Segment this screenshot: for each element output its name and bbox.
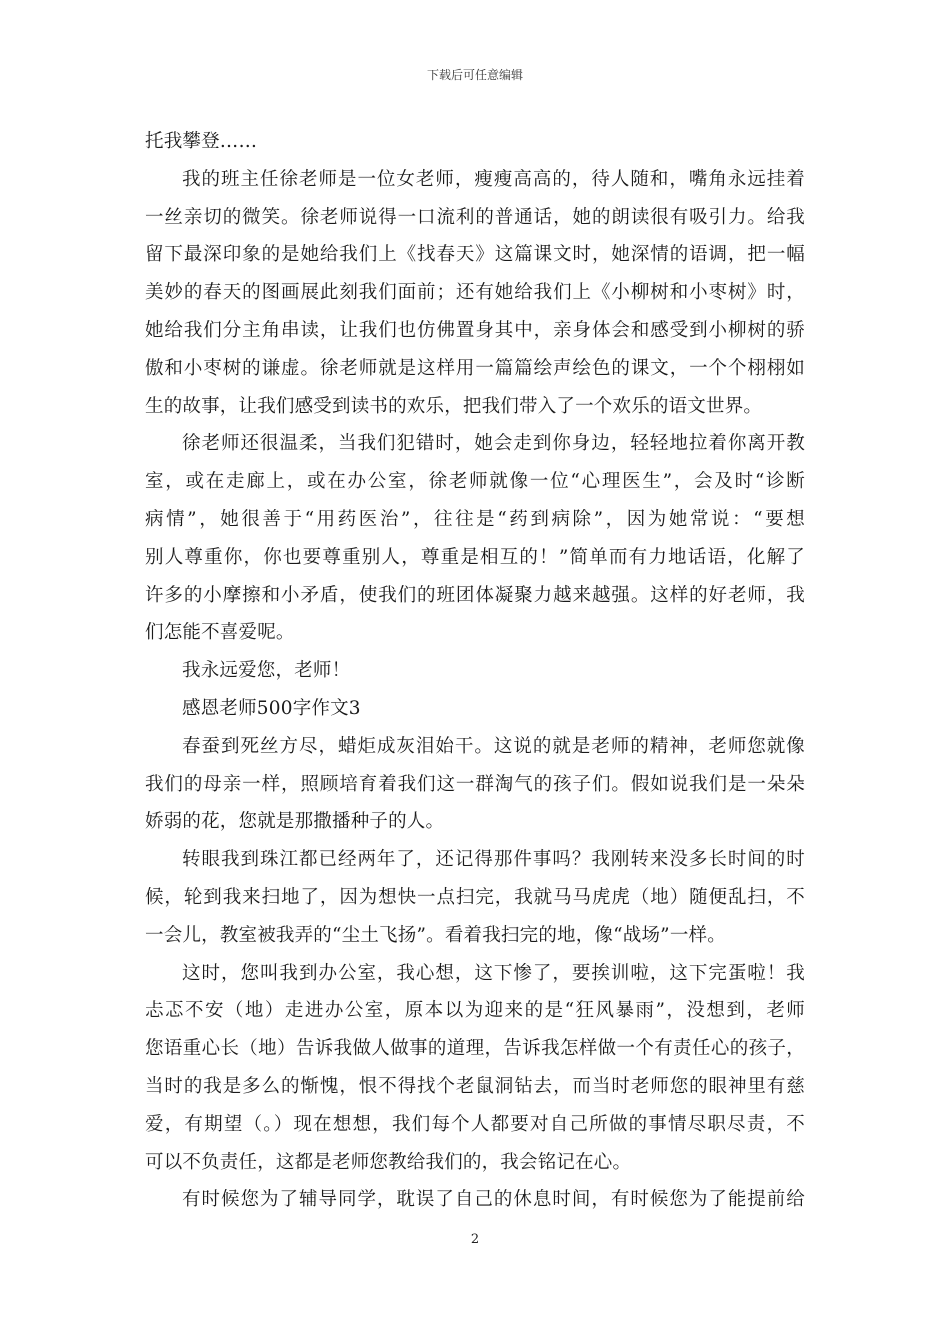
text-line: 您语重心长（地）告诉我做人做事的道理，告诉我怎样做一个有责任心的孩子， — [145, 1038, 805, 1060]
page-header: 下载后可任意编辑 — [426, 68, 523, 82]
text-line: 们怎能不喜爱呢。 — [145, 622, 295, 644]
text-line: 徐老师还很温柔，当我们犯错时，她会走到你身边，轻轻地拉着你离开教 — [182, 433, 805, 455]
text-line: 娇弱的花，您就是那撒播种子的人。 — [145, 811, 445, 833]
text-line: 留下最深印象的是她给我们上《找春天》这篇课文时，她深情的语调，把一幅 — [145, 244, 805, 266]
section-heading: 感恩老师500字作文3 — [182, 697, 361, 719]
text-line: 春蚕到死丝方尽，蜡炬成灰泪始干。这说的就是老师的精神，老师您就像 — [182, 735, 805, 757]
text-line: 忐忑不安（地）走进办公室，原本以为迎来的是“狂风暴雨”，没想到，老师 — [145, 1000, 805, 1022]
text-line: 一丝亲切的微笑。徐老师说得一口流利的普通话，她的朗读很有吸引力。给我 — [145, 206, 805, 228]
text-line: 我永远爱您，老师！ — [182, 660, 351, 682]
text-line: 爱，有期望（。）现在想想，我们每个人都要对自己所做的事情尽职尽责，不 — [145, 1113, 805, 1135]
text-line: 当时的我是多么的惭愧，恨不得找个老鼠洞钻去，而当时老师您的眼神里有慈 — [145, 1075, 805, 1097]
text-line: 室，或在走廊上，或在办公室，徐老师就像一位“心理医生”，会及时“诊断 — [145, 471, 805, 493]
text-line: 托我攀登…… — [145, 131, 258, 152]
text-line: 可以不负责任，这都是老师您教给我们的，我会铭记在心。 — [145, 1151, 632, 1173]
text-line: 我的班主任徐老师是一位女老师，瘦瘦高高的，待人随和，嘴角永远挂着 — [182, 168, 805, 190]
document-body — [145, 123, 805, 1219]
text-line: 美妙的春天的图画展此刻我们面前；还有她给我们上《小柳树和小枣树》时， — [145, 282, 805, 304]
text-line: 我们的母亲一样，照顾培育着我们这一群淘气的孩子们。假如说我们是一朵朵 — [145, 773, 805, 795]
text-line: 候，轮到我来扫地了，因为想快一点扫完，我就马马虎虎（地）随便乱扫，不 — [145, 886, 805, 908]
text-line: 病情”，她很善于“用药医治”，往往是“药到病除”，因为她常说：“要想 — [145, 508, 805, 530]
text-line: 有时候您为了辅导同学，耽误了自己的休息时间，有时候您为了能提前给 — [182, 1189, 805, 1211]
text-line: 许多的小摩擦和小矛盾，使我们的班团体凝聚力越来越强。这样的好老师，我 — [145, 584, 805, 606]
text-line: 别人尊重你，你也要尊重别人，尊重是相互的！”简单而有力地话语，化解了 — [145, 546, 805, 568]
page-number: 2 — [470, 1232, 480, 1247]
text-line: 傲和小枣树的谦虚。徐老师就是这样用一篇篇绘声绘色的课文，一个个栩栩如 — [145, 357, 805, 379]
text-line: 一会儿，教室被我弄的“尘土飞扬”。看着我扫完的地，像“战场”一样。 — [145, 924, 726, 946]
text-line: 她给我们分主角串读，让我们也仿佛置身其中，亲身体会和感受到小柳树的骄 — [145, 319, 805, 341]
text-line: 这时，您叫我到办公室，我心想，这下惨了，要挨训啦，这下完蛋啦！我 — [182, 962, 805, 984]
text-line: 生的故事，让我们感受到读书的欢乐，把我们带入了一个欢乐的语文世界。 — [145, 395, 763, 417]
text-line: 转眼我到珠江都已经两年了，还记得那件事吗？我刚转来没多长时间的时 — [182, 849, 805, 871]
